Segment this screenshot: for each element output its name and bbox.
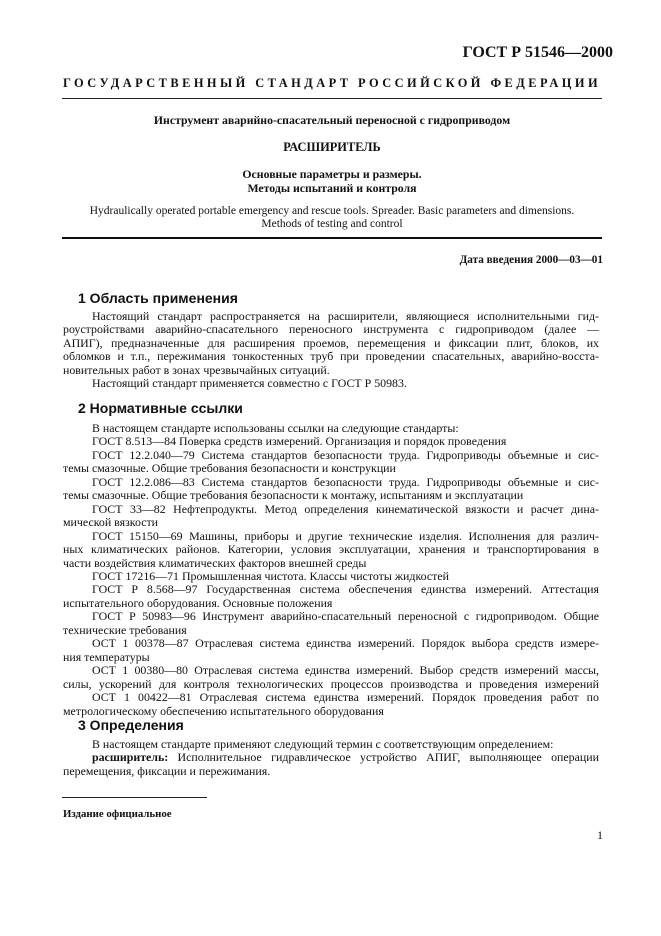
definition-text: Исполнительное гидравлическое устройство АПИГ, выполняющее операции: [177, 750, 599, 765]
text-line: технические требования: [63, 622, 187, 637]
text-line: темы смазочные. Общие требования безопасности и конструкции: [63, 461, 396, 476]
title-line-4: Методы испытаний и контроля: [247, 181, 417, 195]
text-line: ГОСТ 12.2.040—79 Система стандартов безопасности труда. Гидроприводы объемные и сис-: [92, 447, 599, 462]
text-line: темы смазочные. Общие требования безопасности к монтажу, испытаниям и эксплуатации: [63, 488, 524, 503]
section-2-body: [63, 422, 599, 718]
definition-line: [63, 751, 599, 764]
text-line: части воздействия климатических факторов внешней среды: [63, 555, 367, 570]
text-line: ных климатических районов. Категории, условия эксплуатации, хранения и транспортирования в: [63, 542, 599, 557]
section-1-body: [63, 310, 599, 391]
text-line: Настоящий стандарт применяется совместно с ГОСТ Р 50983.: [92, 376, 407, 391]
section-3-body: [63, 738, 599, 778]
english-title: [62, 205, 602, 231]
document-code: ГОСТ Р 51546—2000: [462, 44, 613, 61]
section-3-heading: 3 Определения: [78, 717, 184, 733]
text-line: ГОСТ Р 50983—96 Инструмент аварийно-спасательный переносной с гидроприводом. Общие: [92, 609, 599, 624]
text-line: ния температуры: [63, 649, 150, 664]
defined-term: расширитель:: [92, 750, 169, 765]
section-2-heading: 2 Нормативные ссылки: [78, 400, 243, 416]
title-divider: [62, 237, 602, 239]
text-line: ГОСТ 8.513—84 Поверка средств измерений. Организация и порядок проведения: [92, 434, 507, 449]
text-line: обломков и т.п., пережимания тонкостенных труб при проведении спасательных, аварийно-восста-: [63, 349, 599, 364]
text-line: ГОСТ 15150—69 Машины, приборы и другие технические изделия. Исполнения для различ-: [92, 528, 599, 543]
text-line: В настоящем стандарте использованы ссылки на следующие стандарты:: [92, 421, 459, 435]
title-line-2: РАСШИРИТЕЛЬ: [283, 140, 381, 154]
text-line: ГОСТ 12.2.086—83 Система стандартов безопасности труда. Гидроприводы объемные и сис-: [92, 474, 599, 489]
text-line: испытательного оборудования. Основные положения: [63, 595, 333, 610]
title-line-3: Основные параметры и размеры.: [242, 167, 422, 181]
title-line-1: Инструмент аварийно-спасательный переносной с гидроприводом: [153, 113, 511, 127]
introduction-date: Дата введения 2000—03—01: [459, 254, 603, 266]
text-line: В настоящем стандарте применяют следующий термин с соответствующим определением:: [92, 737, 554, 751]
text-line: силы, ускорений для контроля технологических процессов производства и проведения измерений: [63, 676, 599, 691]
text-line: ГОСТ 17216—71 Промышленная чистота. Классы чистоты жидкостей: [92, 568, 449, 583]
text-line: мической вязкости: [63, 515, 159, 530]
text-line: новительных работ в зонах чрезвычайных ситуаций.: [63, 362, 330, 377]
text-line: ОСТ 1 00380—80 Отраслевая система единства измерений. Выбор средств измерений массы,: [92, 663, 599, 678]
text-line: ОСТ 1 00422—81 Отраслевая система единства измерений. Порядок проведения работ по: [92, 690, 599, 705]
official-edition-note: Издание официальное: [63, 808, 172, 820]
text-line: АПИГ), предназначенные для расширения проемов, перемещения и фиксации плит, блоков, их: [63, 335, 599, 350]
page-number: 1: [597, 828, 603, 842]
text-line: ГОСТ Р 8.568—97 Государственная система обеспечения единства измерений. Аттестация: [92, 582, 599, 597]
text-line: перемещения, фиксации и пережимания.: [63, 763, 271, 778]
text-line: ГОСТ 33—82 Нефтепродукты. Метод определения кинематической вязкости и расчет дина-: [92, 501, 599, 516]
english-title-line-2: Methods of testing and control: [261, 218, 403, 230]
section-1-heading: 1 Область применения: [78, 290, 238, 306]
header-divider: [62, 98, 602, 99]
english-title-line-1: Hydraulically operated portable emergency and rescue tools. Spreader. Basic parameters and dimensions.: [89, 205, 575, 217]
text-line: Настоящий стандарт распространяется на расширители, являющиеся исполнительными гид-: [92, 309, 599, 323]
text-line: ОСТ 1 00378—87 Отраслевая система единства измерений. Порядок выбора средств измере-: [92, 636, 599, 651]
text-line: метрологическому обеспечению испытательного оборудования: [63, 703, 384, 718]
text-line: роустройствами аварийно-спасательного переносного инструмента с гидроприводом (далее —: [63, 322, 599, 337]
footer-divider: [62, 797, 207, 798]
state-standard-title: ГОСУДАРСТВЕННЫЙ СТАНДАРТ РОССИЙСКОЙ ФЕДЕРАЦИИ: [62, 76, 602, 90]
